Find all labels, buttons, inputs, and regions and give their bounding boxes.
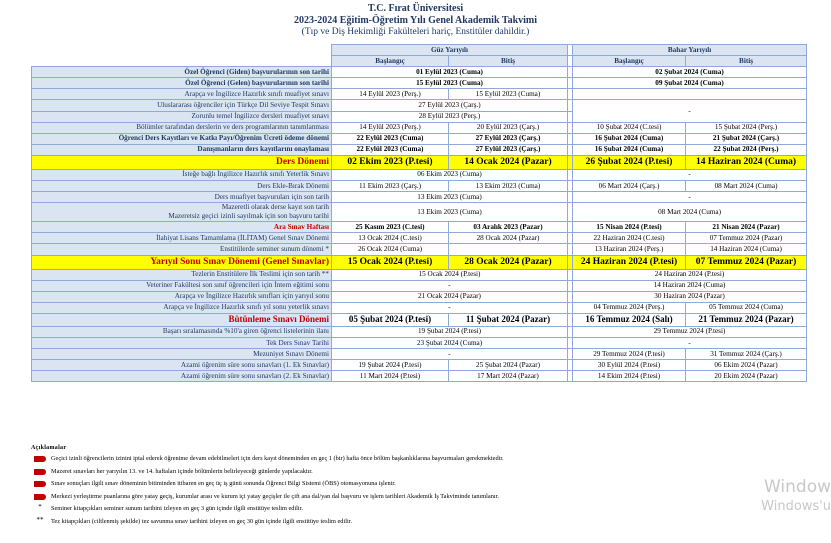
spring-date: 02 Şubat 2024 (Cuma) (573, 67, 807, 78)
row-label: İlahiyat Lisans Tamamlama (İLİTAM) Genel Sınav Dönemi (32, 233, 332, 244)
watermark-line1: Window (763, 477, 831, 497)
spring-date: 14 Haziran 2024 (Cuma) (573, 280, 807, 291)
row-label: Uluslararası öğrenciler için Türkçe Dil Seviye Tespit Sınavı (32, 100, 332, 111)
note-item (31, 467, 821, 480)
calendar-row (32, 255, 807, 269)
fall-date: 15 Ocak 2024 (P.tesi) (332, 269, 568, 280)
row-label: Özel Öğrenci (Gelen) başvurularının son tarihi (32, 78, 332, 89)
column-gap (568, 111, 573, 122)
spring-date: - (573, 100, 807, 122)
fall-date: 19 Şubat 2024 (P.tesi) (332, 326, 568, 337)
row-label: Veteriner Fakültesi son sınıf öğrencileri için İntern eğitimi sonu (32, 280, 332, 291)
spring-start-date: 16 Şubat 2024 (Cuma) (573, 144, 686, 155)
fall-start-date: 25 Kasım 2023 (C.tesi) (332, 222, 449, 233)
spring-end-date: 07 Temmuz 2024 (Pazar) (686, 233, 807, 244)
spring-end-date: 21 Şubat 2024 (Çarş.) (686, 133, 807, 144)
spring-date: - (573, 337, 807, 348)
notes-title: Açıklamalar (31, 445, 67, 451)
spring-end-date: 22 Şubat 2024 (Perş.) (686, 144, 807, 155)
fall-date: 23 Şubat 2024 (Cuma) (332, 337, 568, 348)
row-label: Danışmanların ders kayıtlarını onaylaması (32, 144, 332, 155)
spring-date: - (573, 169, 807, 180)
row-label: Özel Öğrenci (Giden) başvurularının son tarihi (32, 67, 332, 78)
row-label: Ara Sınav Haftası (32, 222, 332, 233)
fall-date: 21 Ocak 2024 (Pazar) (332, 291, 568, 302)
fall-date: 01 Eylül 2023 (Cuma) (332, 67, 568, 78)
spring-date: 24 Haziran 2024 (P.tesi) (573, 269, 807, 280)
fall-date: 28 Eylül 2023 (Perş.) (332, 111, 568, 122)
calendar-row (32, 155, 807, 169)
fall-start-date: 11 Ekim 2023 (Çarş.) (332, 181, 449, 192)
spring-end-date: 14 Haziran 2024 (Cuma) (686, 244, 807, 255)
asterisk-icon: * (38, 503, 42, 512)
calendar-row (32, 122, 807, 133)
calendar-row (32, 233, 807, 244)
calendar-row (32, 371, 807, 382)
spring-semester-header: Bahar Yarıyılı (573, 45, 807, 56)
spring-start-date: 10 Şubat 2024 (C.tesi) (573, 122, 686, 133)
calendar-row (32, 313, 807, 326)
row-label: Mezuniyet Sınavı Dönemi (32, 349, 332, 360)
spring-start-header: Başlangıç (573, 56, 686, 67)
fall-start-date: 13 Ocak 2024 (C.tesi) (332, 233, 449, 244)
calendar-row (32, 280, 807, 291)
calendar-row (32, 67, 807, 78)
calendar-row (32, 349, 807, 360)
calendar-row (32, 326, 807, 337)
calendar-row (32, 181, 807, 192)
row-label: Yarıyıl Sonu Sınav Dönemi (Genel Sınavlar) (32, 255, 332, 269)
calendar-row (32, 144, 807, 155)
calendar-row (32, 291, 807, 302)
row-label: Ders Dönemi (32, 155, 332, 169)
calendar-title: 2023-2024 Eğitim-Öğretim Yılı Genel Akademik Takvimi (293, 15, 538, 26)
spring-start-date: 22 Haziran 2024 (C.tesi) (573, 233, 686, 244)
fall-end-date: 14 Ocak 2024 (Pazar) (449, 155, 568, 169)
calendar-row (32, 78, 807, 89)
fall-end-date: 25 Şubat 2024 (Pazar) (449, 360, 568, 371)
spring-start-date: 29 Temmuz 2024 (P.tesi) (573, 349, 686, 360)
note-text: Geçici izinli öğrencilerin izinini iptal ederek öğrenime devam edebilmeleri için ders kayıt döneminden en geç 1 (bir) hafta önce bölüm başkanlıklarına başvurmaları gerekmektedir. (51, 455, 504, 462)
fall-start-date: 26 Ocak 2024 (Cuma) (332, 244, 449, 255)
note-text: Mazeret sınavları her yarıyılın 13. ve 14. haftaları içinde bölümlerin belirleyeceği günlerde yapılacaktır. (51, 467, 313, 475)
fall-start-date: 05 Şubat 2024 (P.tesi) (332, 313, 449, 326)
spring-date: 08 Mart 2024 (Cuma) (573, 203, 807, 222)
spring-start-date: 06 Mart 2024 (Çarş.) (573, 181, 686, 192)
academic-calendar-table (31, 44, 807, 382)
spring-date: - (573, 192, 807, 203)
note-item (31, 479, 821, 492)
calendar-row (32, 89, 807, 100)
fall-date: 27 Eylül 2023 (Çarş.) (332, 100, 568, 111)
fall-end-header: Bitiş (449, 56, 568, 67)
fall-end-date: 03 Aralık 2023 (Pazar) (449, 222, 568, 233)
row-label: Azami öğrenim süre sonu sınavları (1. Ek Sınavlar) (32, 360, 332, 371)
windows-activation-watermark (761, 478, 831, 516)
page-title: T.C. Fırat Üniversitesi (367, 3, 464, 14)
row-label-line: Mazeretsiz geçici izinli sayılmak için son başvuru tarihi (168, 212, 329, 221)
fall-start-date: 19 Şubat 2024 (P.tesi) (332, 360, 449, 371)
note-text: Seminer kitapçıkları seminer sunum tarihini izleyen en geç 3 gün içinde ilgili enstitüye teslim edilir. (51, 505, 303, 513)
spring-start-date: 13 Haziran 2024 (Perş.) (573, 244, 686, 255)
fall-end-date: 27 Eylül 2023 (Çarş.) (449, 144, 568, 155)
spring-end-date: 21 Temmuz 2024 (Pazar) (686, 313, 807, 326)
fall-end-date: 13 Ekim 2023 (Cuma) (449, 181, 568, 192)
fall-date: 13 Ekim 2023 (Cuma) (332, 203, 568, 222)
fall-end-date (449, 244, 568, 255)
fall-start-date: 14 Eylül 2023 (Perş.) (332, 89, 449, 100)
row-label: Bütünleme Sınavı Dönemi (32, 313, 332, 326)
row-label: Arapça ve İngilizce Hazırlık sınıfı yıl sonu yeterlik sınavı (32, 302, 332, 313)
calendar-row (32, 100, 807, 111)
calendar-row (32, 222, 807, 233)
fall-start-date: 14 Eylül 2023 (Perş.) (332, 122, 449, 133)
fall-start-date: 22 Eylül 2023 (Cuma) (332, 133, 449, 144)
spring-end-date: 20 Ekim 2024 (Pazar) (686, 371, 807, 382)
fall-start-date: 11 Mart 2024 (P.tesi) (332, 371, 449, 382)
red-arrow-icon (34, 469, 46, 475)
row-label (32, 203, 332, 222)
calendar-row (32, 192, 807, 203)
row-label: Ders Ekle-Bırak Dönemi (32, 181, 332, 192)
spring-end-date: 21 Nisan 2024 (Pazar) (686, 222, 807, 233)
calendar-row (32, 302, 807, 313)
spring-date: 09 Şubat 2024 (Cuma) (573, 78, 807, 89)
fall-date: 13 Ekim 2023 (Cuma) (332, 192, 568, 203)
row-label: Arapça ve İngilizce Hazırlık sınıfları için yarıyıl sonu (32, 291, 332, 302)
spring-end-header: Bitiş (686, 56, 807, 67)
fall-end-date: 15 Eylül 2023 (Cuma) (449, 89, 568, 100)
fall-date: 06 Ekim 2023 (Cuma) (332, 169, 568, 180)
row-label-line: Mazeretli olarak derse kayıt son tarih (221, 203, 329, 212)
spring-date (573, 89, 807, 100)
asterisk-icon: ** (36, 515, 44, 524)
calendar-row (32, 203, 807, 222)
watermark-line2: Windows'u (761, 499, 831, 514)
red-arrow-icon (34, 456, 46, 462)
spring-end-date: 08 Mart 2024 (Cuma) (686, 181, 807, 192)
row-label: Ders muafiyet başvuruları için son tarih (32, 192, 332, 203)
row-label: Arapça ve İngilizce Hazırlık sınıfı muafiyet sınavı (32, 89, 332, 100)
spring-start-date: 16 Şubat 2024 (Cuma) (573, 133, 686, 144)
fall-end-date: 11 Şubat 2024 (Pazar) (449, 313, 568, 326)
calendar-row (32, 360, 807, 371)
spring-date: 30 Haziran 2024 (Pazar) (573, 291, 807, 302)
row-label: Öğrenci Ders Kayıtları ve Katkı Payı/Öğrenim Ücreti ödeme dönemi (32, 133, 332, 144)
fall-end-date: 20 Eylül 2023 (Çarş.) (449, 122, 568, 133)
fall-start-date: 15 Ocak 2024 (P.tesi) (332, 255, 449, 269)
row-label: Tek Ders Sınav Tarihi (32, 337, 332, 348)
spring-end-date: 14 Haziran 2024 (Cuma) (686, 155, 807, 169)
spring-start-date: 24 Haziran 2024 (P.tesi) (573, 255, 686, 269)
row-label: Bölümler tarafından derslerin ve ders programlarının tanımlanması (32, 122, 332, 133)
fall-end-date: 17 Mart 2024 (Pazar) (449, 371, 568, 382)
fall-date: 15 Eylül 2023 (Cuma) (332, 78, 568, 89)
row-label: Enstitülerde seminer sunum dönemi * (32, 244, 332, 255)
row-label: Zorunlu temel İngilizce dersleri muafiyet sınavı (32, 111, 332, 122)
note-item (31, 504, 821, 517)
red-arrow-icon (34, 494, 46, 500)
fall-end-date: 28 Ocak 2024 (Pazar) (449, 233, 568, 244)
note-item (31, 492, 821, 505)
row-label: Başarı sıralamasında %10'a giren öğrenci listelerinin ilanı (32, 326, 332, 337)
notes-section (31, 445, 821, 530)
spring-start-date: 04 Temmuz 2024 (Perş.) (573, 302, 686, 313)
note-text: Sınav sonuçları ilgili sınav döneminin bitiminden itibaren en geç üç iş günü sonunda Öğrenci Bilgi Sistemi (ÖBS) otomasyonuna işlenir. (51, 480, 396, 488)
fall-start-date: 22 Eylül 2023 (Cuma) (332, 144, 449, 155)
calendar-row (32, 337, 807, 348)
calendar-row (32, 169, 807, 180)
fall-date: - (332, 349, 568, 360)
spring-date: 29 Temmuz 2024 (P.tesi) (573, 326, 807, 337)
row-label: Azami öğrenim süre sonu sınavları (2. Ek Sınavlar) (32, 371, 332, 382)
row-label: Tezlerin Enstitülere İlk Teslimi için son tarih ** (32, 269, 332, 280)
spring-end-date: 06 Ekim 2024 (Pazar) (686, 360, 807, 371)
fall-date: - (332, 280, 568, 291)
fall-semester-header: Güz Yarıyılı (332, 45, 568, 56)
fall-end-date: 28 Ocak 2024 (Pazar) (449, 255, 568, 269)
calendar-subtitle: (Tıp ve Diş Hekimliği Fakülteleri hariç, Enstitüler dahildir.) (301, 27, 530, 37)
fall-end-date: 27 Eylül 2023 (Çarş.) (449, 133, 568, 144)
spring-end-date: 05 Temmuz 2024 (Cuma) (686, 302, 807, 313)
fall-start-header: Başlangıç (332, 56, 449, 67)
spring-end-date: 07 Temmuz 2024 (Pazar) (686, 255, 807, 269)
fall-date: - (332, 302, 568, 313)
spring-start-date: 26 Şubat 2024 (P.tesi) (573, 155, 686, 169)
note-text: Tez kitapçıkları (ciltlenmiş şekilde) tez savunma sınav tarihini izleyen en geç 30 gün içinde ilgili enstitüye teslim edilir. (51, 517, 353, 525)
row-label: İsteğe bağlı İngilizce Hazırlık sınıfı Yeterlik Sınavı (32, 169, 332, 180)
red-arrow-icon (34, 481, 46, 487)
spring-start-date: 30 Eylül 2024 (P.tesi) (573, 360, 686, 371)
spring-start-date: 14 Ekim 2024 (P.tesi) (573, 371, 686, 382)
fall-start-date: 02 Ekim 2023 (P.tesi) (332, 155, 449, 169)
calendar-row (32, 269, 807, 280)
spring-end-date: 15 Şubat 2024 (Perş.) (686, 122, 807, 133)
spring-end-date: 31 Temmuz 2024 (Çarş.) (686, 349, 807, 360)
calendar-row (32, 133, 807, 144)
note-item (31, 517, 821, 530)
spring-start-date: 15 Nisan 2024 (P.tesi) (573, 222, 686, 233)
calendar-row (32, 244, 807, 255)
note-item (31, 454, 821, 467)
note-text: Merkezi yerleştirme puanlarına göre yatay geçiş, kurumlar arası ve kurum içi yatay geçişler ile çift ana dal/yan dal başvuru ve işlem tarihleri Akademik İş Takviminde tanımlanır. (51, 492, 499, 500)
spring-start-date: 16 Temmuz 2024 (Salı) (573, 313, 686, 326)
